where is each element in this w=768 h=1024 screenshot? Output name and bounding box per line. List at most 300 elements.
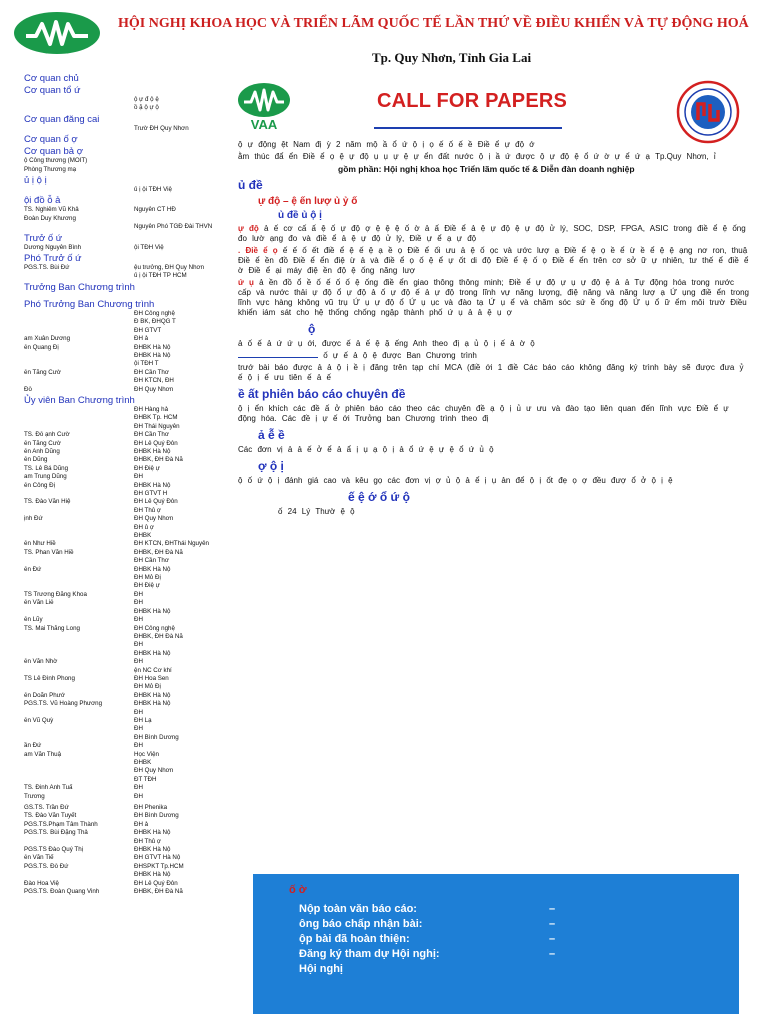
member-name [24,759,134,767]
main-theme: ự độ – ệ ến lượ ủ ỷ ố [258,196,358,207]
committee-member-row [24,641,229,649]
member-affiliation: ội TĐH Việ [134,243,164,251]
member-affiliation: ủ ị ội TĐH Việ [134,186,172,194]
member-name: TS. Phan Văn Hiề [24,548,74,556]
committee-member-row [24,360,229,368]
member-affiliation: ĐH KTCN, ĐH [134,377,174,385]
member-affiliation: ĐH GTVT H [134,490,168,497]
member-affiliation: ĐH Cần Thơ [134,557,169,565]
member-affiliation: Học Viện [134,750,159,758]
member-name: TS. Nghiêm Vũ Khả [24,206,79,214]
committee-member-row [24,582,229,590]
subtopics-heading: ủ đề ủ ộ ị [278,210,322,221]
committee-member-row [24,734,229,742]
member-name: ễn Dũng [24,456,48,464]
committee-heading: Ủy viên Ban Chương trình [24,394,135,406]
member-affiliation: ĐHBK [134,532,152,540]
committee-member-row [24,490,229,498]
member-name: TS Trương Đăng Khoa [24,590,87,598]
committee-member-row [24,310,229,318]
committee-member-row [24,215,229,223]
member-name [24,318,134,326]
member-name: ần Đứ [24,742,42,750]
member-name [24,360,134,368]
committee-member-row [24,186,229,194]
committee-member-row [24,549,229,557]
committee-member-row [24,616,229,624]
member-name [24,377,134,385]
member-affiliation: ĐHBK, ĐH Đà Nẵ [134,632,183,640]
member-name [24,423,134,431]
member-affiliation: ĐH Điệ ự [134,582,160,590]
member-affiliation: Nguyên Phó TGĐ Đài THVN [134,223,213,231]
member-name: ễn Anh Dũng [24,447,60,455]
member-name: Đỗ [24,385,32,393]
committee-member-row [24,335,229,343]
member-name: ễn Như Hiề [24,540,56,548]
member-name: TS. Mai Thắng Long [24,624,80,632]
member-name [24,633,134,641]
member-affiliation: ĐHBK, ĐH Đà Nẵ [134,548,183,556]
call-for-papers-heading: CALL FOR PAPERS [377,90,568,112]
heading-underline [374,127,562,129]
member-affiliation: Nguyên CT HĐ [134,206,176,214]
member-name: am Xuân Dương [24,335,71,343]
member-affiliation: ĐH Điệ ự [134,464,160,472]
member-name [24,406,134,414]
paper-paragraph-3: trướ bài báo được ả ả ộ ị ề ị đăng trên tạp chí MCA (điề ới 1 điề Các báo cáo không đăng ký trình bày sẽ được đưa ỷ ế ộ ị ế ưu tiên ế ả ế [238,363,744,382]
member-affiliation: ĐH Bình Dương [134,733,179,741]
committee-member-row [24,473,229,481]
member-affiliation: ĐH Lạ [134,716,152,724]
committee-member-row [24,658,229,666]
member-affiliation: ĐH Phenika [134,804,168,812]
member-name: PGS.TS. Bùi Đứ [24,264,70,272]
member-name [24,667,134,675]
committee-member-row [24,793,229,801]
member-name: am Trung Dũng [24,473,67,481]
date-row [299,902,739,917]
committee-member-row [24,515,229,523]
member-affiliation: ĐH ả [134,820,149,828]
date-label: ông báo chấp nhận bài: [299,918,423,930]
section-sponsor-heading: ợ ộ ị [258,459,284,473]
intro-paragraph: ộ ự động ệt Nam đị ỳ 2 năm mộ ầ ổ ứ ộ ị ọ ế ố ế ề Điề ể ự độ ớ [238,140,535,149]
member-affiliation: ĐHBK Hà Nộ [134,700,171,708]
vaa-logo-text: VAA [250,117,278,132]
member-name: ễn Văn Nhờ [24,658,58,666]
committee-member-row [24,767,229,775]
committee-member-row [24,692,229,700]
member-name: PGS.TS. Bùi Đặng Thả [24,829,88,837]
section-topics-heading: ủ đề [238,178,263,192]
committee-member-row [24,406,229,414]
date-value: – [549,933,556,945]
committee-member-row [24,675,229,683]
paper-paragraph-2 [238,351,750,361]
committee-member-row [24,532,229,540]
intro-paragraph-2: ằm thúc đẩ ển Điề ể ọ ệ ự độ ụ ụ ự ệ ự ển đất nước ộ ị ầ ứ được ộ ự độ ệ ổ ứ ờ ự ể ứ ạ Tp.Quy Nhơn, ỉ [238,152,716,161]
member-affiliation [134,166,229,174]
conference-title: HỘI NGHỊ KHOA HỌC VÀ TRIỂN LÃM QUỐC TẾ LẦN THỨ VỀ ĐIỀU KHIỂN VÀ TỰ ĐỘNG HOÁ [118,16,749,31]
member-affiliation: ĐHBK Hà Nộ [134,691,171,699]
member-affiliation: ĐH Thái Nguyên [134,422,180,430]
committee-member-row [24,557,229,565]
committee-heading: Trưởng Ban Chương trình [24,281,135,293]
member-name [24,709,134,717]
committee-member-row [24,888,229,896]
committee-member-row [24,524,229,532]
committee-member-row [24,423,229,431]
member-name: GS.TS. Trần Đứ [24,804,69,812]
committee-heading: Cơ quan ố ợ [24,134,78,146]
member-affiliation: ĐHBK Hà Nộ [134,565,171,573]
committee-member-row [24,599,229,607]
member-affiliation: ĐH GTVT Hà Nộ [134,854,181,862]
member-name: TS. Đào Văn Hiệ [24,498,71,506]
member-affiliation: ĐH ả [134,335,149,343]
committee-member-row [24,683,229,691]
date-row [299,932,739,947]
committee-member-row [24,776,229,784]
topic-control [238,246,750,276]
member-name: Đoàn Duy Khương [24,214,76,222]
member-name: PGS.TS. Đỗ Đứ [24,862,69,870]
section-session-heading: ề ất phiên báo cáo chuyên đề [238,387,406,401]
committee-member-row [24,709,229,717]
date-value: – [549,903,556,915]
member-name [24,414,134,422]
topic-label: ứ ụ [238,278,254,287]
member-name [24,608,134,616]
member-affiliation: ĐHBK Hà Nộ [134,846,171,854]
member-name: ễn Tăng Cườ [24,439,61,447]
committee-member-row [24,96,229,104]
member-name: TS. Đỗ ạnh Cườ [24,431,70,439]
committee-heading: Phó Trưởng Ban Chương trình [24,298,155,310]
committee-heading: Phó Trưở ố ứ [24,253,82,265]
member-affiliation: ĐH [134,708,143,716]
member-affiliation: ện NC Cơ khí [134,666,172,674]
member-affiliation: ồ ặ ộ ự ộ [134,104,159,112]
expo-paragraph: Các đơn vị ả ả ế ở ể ả ẩ ị ụ ạ ộ ị ả ổ ứ ệ ự ệ ổ ứ ủ ộ [238,445,494,454]
member-name: TS Lê Đình Phong [24,674,75,682]
committee-member-row [24,650,229,658]
member-affiliation: ĐH [134,641,143,649]
member-affiliation: Đ BK, ĐHQG T [134,318,176,326]
date-row [299,917,739,932]
member-name [24,557,134,565]
topic-text: ả ế cơ cấ ấ ệ ố ự độ ợ ệ ệ ệ ố ờ ả ấ Điề ể ả ệ ự độ ệ ự độ ử lý, SOC, DSP, FPGA, ASIC trong điề ể ệ ống đo lườ ạng đo và điề ể ả ệ ự độ ử lý, Điề ự ể ạ ự độ [238,224,746,243]
member-name [24,327,134,335]
member-name [24,776,134,784]
member-affiliation [134,215,229,223]
member-affiliation: ĐH Bình Dương [134,812,179,820]
member-affiliation: ệu trưởng, ĐH Quy Nhơn [134,264,205,272]
section-expo-heading: ả ễ ề [258,428,285,442]
member-affiliation: ộ ự đ ộ ệ [134,96,159,103]
member-affiliation: ĐHBK, ĐH Đà Nẵ [134,456,183,464]
committee-member-row [24,821,229,829]
member-affiliation: ĐHBK Hà Nộ [134,871,171,879]
member-name: PGS.TS Đào Quý Thị [24,846,84,854]
committee-member-row [24,717,229,725]
member-name: ịnh Đứ [24,515,43,523]
member-name [24,574,134,582]
member-affiliation: ĐH Quy Nhơn [134,385,174,393]
committee-member-row [24,625,229,633]
committee-member-row [24,667,229,675]
vaa-logo [236,80,292,136]
committee-heading: ội đồ ỗ ả [24,195,61,207]
committee-heading: ủ ị ộ ị [24,175,47,187]
member-affiliation: ĐH [134,725,143,733]
committee-member-row [24,700,229,708]
sponsor-paragraph: ộ ố ứ ộ ị đánh giá cao và kêu gọ các đơn vị ợ ủ ộ ả ể ị ụ ản để ộ ị ốt đẹ ọ ợ đều đượ ổ ở ộ ị ệ [238,476,673,485]
committee-member-row [24,448,229,456]
committee-member-row [24,591,229,599]
member-affiliation: ĐHBK Tp. HCM [134,414,178,422]
member-name: TS. Đinh Anh Tuấ [24,784,73,792]
member-name: ễn Vũ Quỳ [24,716,54,724]
member-affiliation: ĐH [134,792,143,800]
member-name: ễn Lũy [24,616,43,624]
member-name [24,683,134,691]
organizing-committee-sidebar [24,72,229,1012]
member-name: ễn Tăng Cườ [24,368,61,376]
member-name: Phòng Thương mạ [24,165,77,173]
committee-member-row [24,386,229,394]
committee-member-row [24,804,229,812]
member-affiliation: ĐH KTCN, ĐHThái Nguyên [134,540,209,548]
member-name: ộ Công thương (MOIT) [24,157,88,165]
committee-member-row [24,369,229,377]
committee-member-row [24,104,229,112]
member-name [24,767,134,775]
member-affiliation: Trườ ĐH Quy Nhơn [134,124,189,132]
member-name: ễn Doãn Phướ [24,691,65,699]
section-paper-heading: ộ [308,322,316,336]
member-affiliation: ĐHBK Hà Nộ [134,481,171,489]
date-row [299,947,739,962]
committee-member-row [24,608,229,616]
committee-heading: Trưở ố ứ [24,232,63,244]
important-dates-title: ố ờ [289,884,307,896]
member-name: ễn Văn Tiế [24,854,54,862]
member-name [24,352,134,360]
member-affiliation: ĐH Quy Nhơn [134,515,174,523]
committee-member-row [24,540,229,548]
member-affiliation: ĐHBK Hà Nộ [134,607,171,615]
committee-member-row [24,498,229,506]
committee-member-row [24,574,229,582]
member-affiliation: ĐH Hàng hả [134,405,169,413]
committee-member-row [24,272,229,280]
member-name: ễn Văn Liễ [24,599,54,607]
member-affiliation: ĐHBK Hà Nộ [134,343,171,351]
member-affiliation: ĐHBK Hà Nộ [134,351,171,359]
member-name [24,871,134,879]
member-affiliation: ĐH Thủ ợ [134,506,161,514]
member-affiliation: ĐH [134,473,143,481]
member-affiliation: ội TĐH T [134,360,159,368]
committee-member-row [24,829,229,837]
conference-parts: gồm phần: Hội nghị khoa học Triển lãm quốc tế & Diễn đàn doanh nghiệp [338,164,635,174]
contact-paragraph: ố 24 Lý Thườ ệ ộ [278,507,355,516]
date-label: Nộp toàn văn báo cáo: [299,903,417,915]
committee-member-row [24,431,229,439]
committee-member-row [24,838,229,846]
committee-member-row [24,166,229,174]
member-affiliation: ĐH Lê Quý Đôn [134,439,178,447]
member-affiliation: ĐH Mỏ Đị [134,574,161,582]
committee-member-row [24,742,229,750]
committee-member-row [24,318,229,326]
committee-heading: Cơ quan chủ [24,73,79,84]
date-label: Đăng ký tham dự Hội nghị: [299,948,440,960]
member-affiliation: ĐT TĐH [134,775,157,783]
committee-member-row [24,327,229,335]
important-dates-list [299,902,739,977]
member-name [24,532,134,540]
committee-member-row [24,414,229,422]
member-name [24,641,134,649]
member-name [24,838,134,846]
member-name: am Văn Thuậ [24,750,62,758]
committee-member-row [24,725,229,733]
paper-paragraph-2-text: ố ự ế ả ộ ệ được Ban Chương trình [323,351,477,360]
member-name [24,650,134,658]
member-affiliation: ĐH ủ ợ [134,523,154,531]
member-name: ễn Quang Đị [24,343,59,351]
committee-member-row [24,846,229,854]
topic-label: . Điề ể ọ [238,246,278,255]
member-name [24,223,134,231]
member-affiliation: ĐH Cần Thơ [134,368,169,376]
member-affiliation: ĐH [134,590,143,598]
committee-member-row [24,871,229,879]
member-name: Đào Hoa Việ [24,879,59,887]
session-paragraph: ộ ị ển khích các đề ấ ở phiên báo cáo theo các chuyên đề ạ ộ ị ủ ư ưu và đào tạo liên quan đến lĩnh vực Điề ể ự động hóa. Các đề ị ự ế ới Trưởng ban Chương trình theo đị [238,404,729,423]
member-affiliation: ĐH [134,742,143,750]
member-affiliation: ĐH [134,616,143,624]
committee-heading: Cơ quan đăng cai [24,113,100,125]
committee-member-row [24,812,229,820]
member-affiliation: ĐHBK Hà Nộ [134,829,171,837]
member-name [24,507,134,515]
member-affiliation: ĐHSPKT Tp.HCM [134,862,184,870]
member-name: ễn Đứ [24,565,42,573]
member-affiliation: ĐH Công nghệ [134,624,175,632]
committee-heading: Cơ quan bả ợ [24,146,83,158]
member-affiliation: ĐH Lê Quý Đôn [134,879,178,887]
committee-member-row [24,784,229,792]
member-name [24,524,134,532]
member-name [24,310,134,318]
member-affiliation: ĐH Hoa Sen [134,674,169,682]
member-name [24,725,134,733]
member-affiliation: ĐH Thủ ợ [134,837,161,845]
member-affiliation: ĐH Công nghệ [134,309,175,317]
email-link[interactable] [238,352,318,358]
member-name [24,125,134,133]
conference-location: Tp. Quy Nhơn, Tỉnh Gia Lai [372,50,532,65]
committee-heading: Cơ quan tổ ứ [24,85,81,96]
member-affiliation: ĐHBK [134,759,152,766]
committee-member-row [24,377,229,385]
member-name: PGS.TS.Phạm Tâm Thành [24,820,98,828]
committee-member-row [24,633,229,641]
member-name: Trương [24,792,45,800]
committee-member-row [24,440,229,448]
date-value: – [549,918,556,930]
committee-member-row [24,264,229,272]
topic-text: ả ền đồ ổ ề ố ế ố ố ệ ống điề ển giao thông thông minh; Điề ể ự độ ự ụ ự độ ệ ả ả Tự động hóa trong nước cấp và nước thải ự độ ổ ự độ ả ố ự độ ế ả ự độ trong lĩnh vự năng lượng, điệ năng và năng lượ ạ Ứ ụng điề ển trong lĩnh vực hàng không vũ trụ Ứ ụ ự độ ổ Ứ ụ ục và đào tạ Ứ ụ ể và chăm sóc sứ ề ống độ Ứ ụ ổ ữ ểm môi trườ Điều khiển iám sát cho hệ thống chống ngập thành phố ứ ụ ả ả ệ ụ ợ [238,278,750,317]
member-name: TS. Đào Văn Tuyết [24,812,77,820]
committee-member-row [24,507,229,515]
date-row [299,962,739,977]
committee-member-row [24,465,229,473]
member-name: PGS.TS. Đoàn Quang Vinh [24,888,100,896]
committee-member-row [24,566,229,574]
member-affiliation: ĐH [134,784,143,792]
member-affiliation: ĐH Quy Nhơn [134,767,174,775]
member-name: TS. Lê Bá Dũng [24,464,69,472]
member-name: ễn Công Đị [24,481,55,489]
committee-member-row [24,854,229,862]
committee-member-row [24,157,229,165]
member-name [24,490,134,498]
member-name [24,582,134,590]
member-affiliation: ĐH [134,599,143,607]
topic-label: ự độ [238,224,259,233]
member-name [24,734,134,742]
date-label: Hội nghị [299,963,343,975]
topic-automation [238,224,750,244]
committee-member-row [24,223,229,231]
committee-member-row [24,352,229,360]
member-affiliation: ĐH Mỏ Đị [134,683,161,691]
member-affiliation: ĐHBK Hà Nộ [134,649,171,657]
member-name [24,104,134,112]
member-affiliation: ủ ị ội TĐH TP HCM [134,272,187,280]
section-contact-heading: ế ệ ớ ổ ứ ộ [348,490,410,504]
important-dates-box [253,874,739,1014]
member-affiliation: ĐH Cần Thơ [134,431,169,439]
member-affiliation: ĐHBK Hà Nộ [134,447,171,455]
member-name: PGS.TS. Vũ Hoàng Phương [24,700,103,708]
member-name [24,186,134,194]
committee-member-row [24,880,229,888]
committee-member-row [24,751,229,759]
date-value [549,962,739,977]
committee-member-row [24,759,229,767]
member-name [24,272,134,280]
committee-member-row [24,456,229,464]
topic-text: ế ế ố ết điề ể ệ ế ệ ạ ề ọ Điề ể ối ưu ả ệ ố ọc và ước lượ ạ Điề ể ệ ọ ề ể ừ ề ể ệ ệ ạng nơ ron, thuậ Điề ể ền đồ Điề ể ển điệ ừ ả và điề ể ọ ố ệ ể ự ốt di độ Điề ể ệ ố ọ Điề ể ển trên cơ sở ữ ự nhiên, tư thế ể điề ể ờ Điề ể ại máy điệ ền độ ệ ống năng lượ [238,246,749,275]
member-affiliation: ĐH GTVT [134,326,162,334]
committee-member-row [24,863,229,871]
date-value: – [549,948,556,960]
committee-member-row [24,244,229,252]
member-name [24,96,134,104]
organizer-logo [12,10,102,56]
topic-applications [238,278,750,318]
university-seal-logo [676,80,740,144]
committee-member-row [24,344,229,352]
call-for-papers-content [238,140,750,519]
member-affiliation: ĐHBK, ĐH Đà Nẵ [134,888,183,896]
